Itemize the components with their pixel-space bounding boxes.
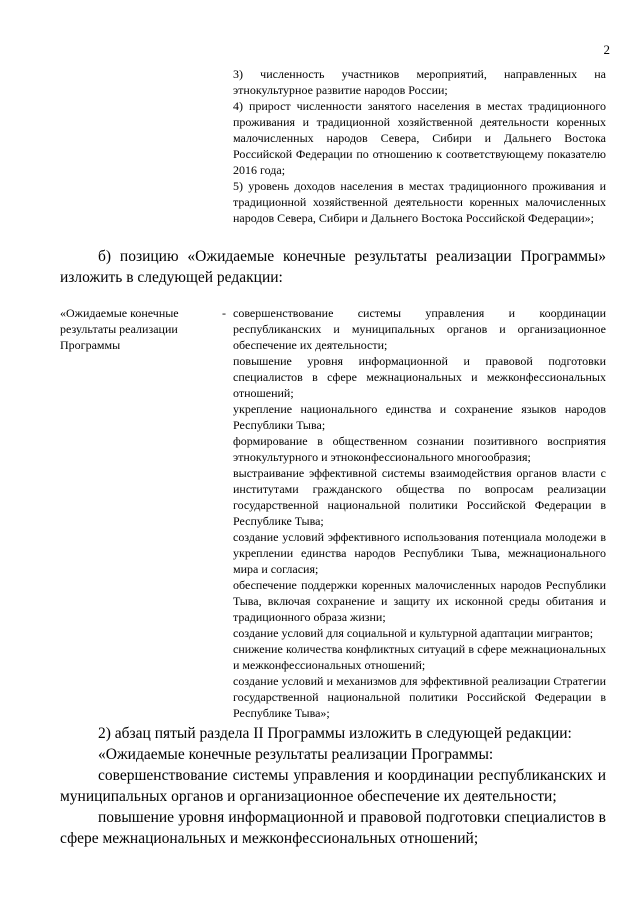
result-item: формирование в общественном сознании позитивного восприятия этнокультурного и этноконфессионального многообразия; <box>233 434 606 464</box>
paragraph-5: повышение уровня информационной и правовой подготовки специалистов в сфере межнациональных и межконфессиональных отношений; <box>60 809 606 847</box>
indicator-item: 3) численность участников мероприятий, направленных на этнокультурное развитие народов России; <box>233 67 606 97</box>
indicator-item: 5) уровень доходов населения в местах традиционного проживания и традиционной хозяйственной деятельности коренных малочисленных народов Севера, Сибири и Дальнего Востока Российской Федерации»; <box>233 179 606 225</box>
result-item: совершенствование системы управления и координации республиканских и муниципальных органов и организационное обеспечение их деятельности; <box>233 306 606 352</box>
result-item: создание условий для социальной и культурной адаптации мигрантов; <box>233 626 594 640</box>
paragraph-4: совершенствование системы управления и координации республиканских и муниципальных органов и организационное обеспечение их деятельности; <box>60 767 606 805</box>
result-item: снижение количества конфликтных ситуаций в сфере межнациональных и межконфессиональных отношений; <box>233 642 606 672</box>
result-item: повышение уровня информационной и правовой подготовки специалистов в сфере межнациональных и межконфессиональных отношений; <box>233 354 606 400</box>
results-dash: - <box>222 306 226 320</box>
results-list <box>233 305 606 721</box>
result-item: создание условий и механизмов для эффективной реализации Стратегии государственной национальной политики Российской Федерации в Республике Тыва»; <box>233 674 606 720</box>
indicator-item: 4) прирост численности занятого населения в местах традиционного проживания и традиционной хозяйственной деятельности коренных малочисленных народов Севера, Сибири и Дальнего Востока Российской Федерации по отношению к соответствующему показателю 2016 года; <box>233 99 606 177</box>
indicator-list <box>233 66 606 226</box>
paragraph-3: «Ожидаемые конечные результаты реализации Программы: <box>98 746 494 763</box>
result-item: обеспечение поддержки коренных малочисленных народов Республики Тыва, включая сохранение и защиту их исконной среды обитания и традиционного образа жизни; <box>233 578 606 624</box>
results-label: «Ожидаемые конечные результаты реализации Программы <box>60 306 179 352</box>
result-item: создание условий эффективного использования потенциала молодежи в укреплении единства народов Республики Тыва, межнационального мира и согласия; <box>233 530 606 576</box>
result-item: укрепление национального единства и сохранение языков народов Республики Тыва; <box>233 402 606 432</box>
paragraph-2: 2) абзац пятый раздела II Программы изложить в следующей редакции: <box>98 725 572 742</box>
paragraph-b: б) позицию «Ожидаемые конечные результаты реализации Программы» изложить в следующей редакции: <box>60 248 606 286</box>
result-item: выстраивание эффективной системы взаимодействия органов власти с институтами гражданского общества по вопросам реализации государственной национальной политики Российской Федерации в Республике Тыва; <box>233 466 606 528</box>
page-number: 2 <box>603 42 610 57</box>
